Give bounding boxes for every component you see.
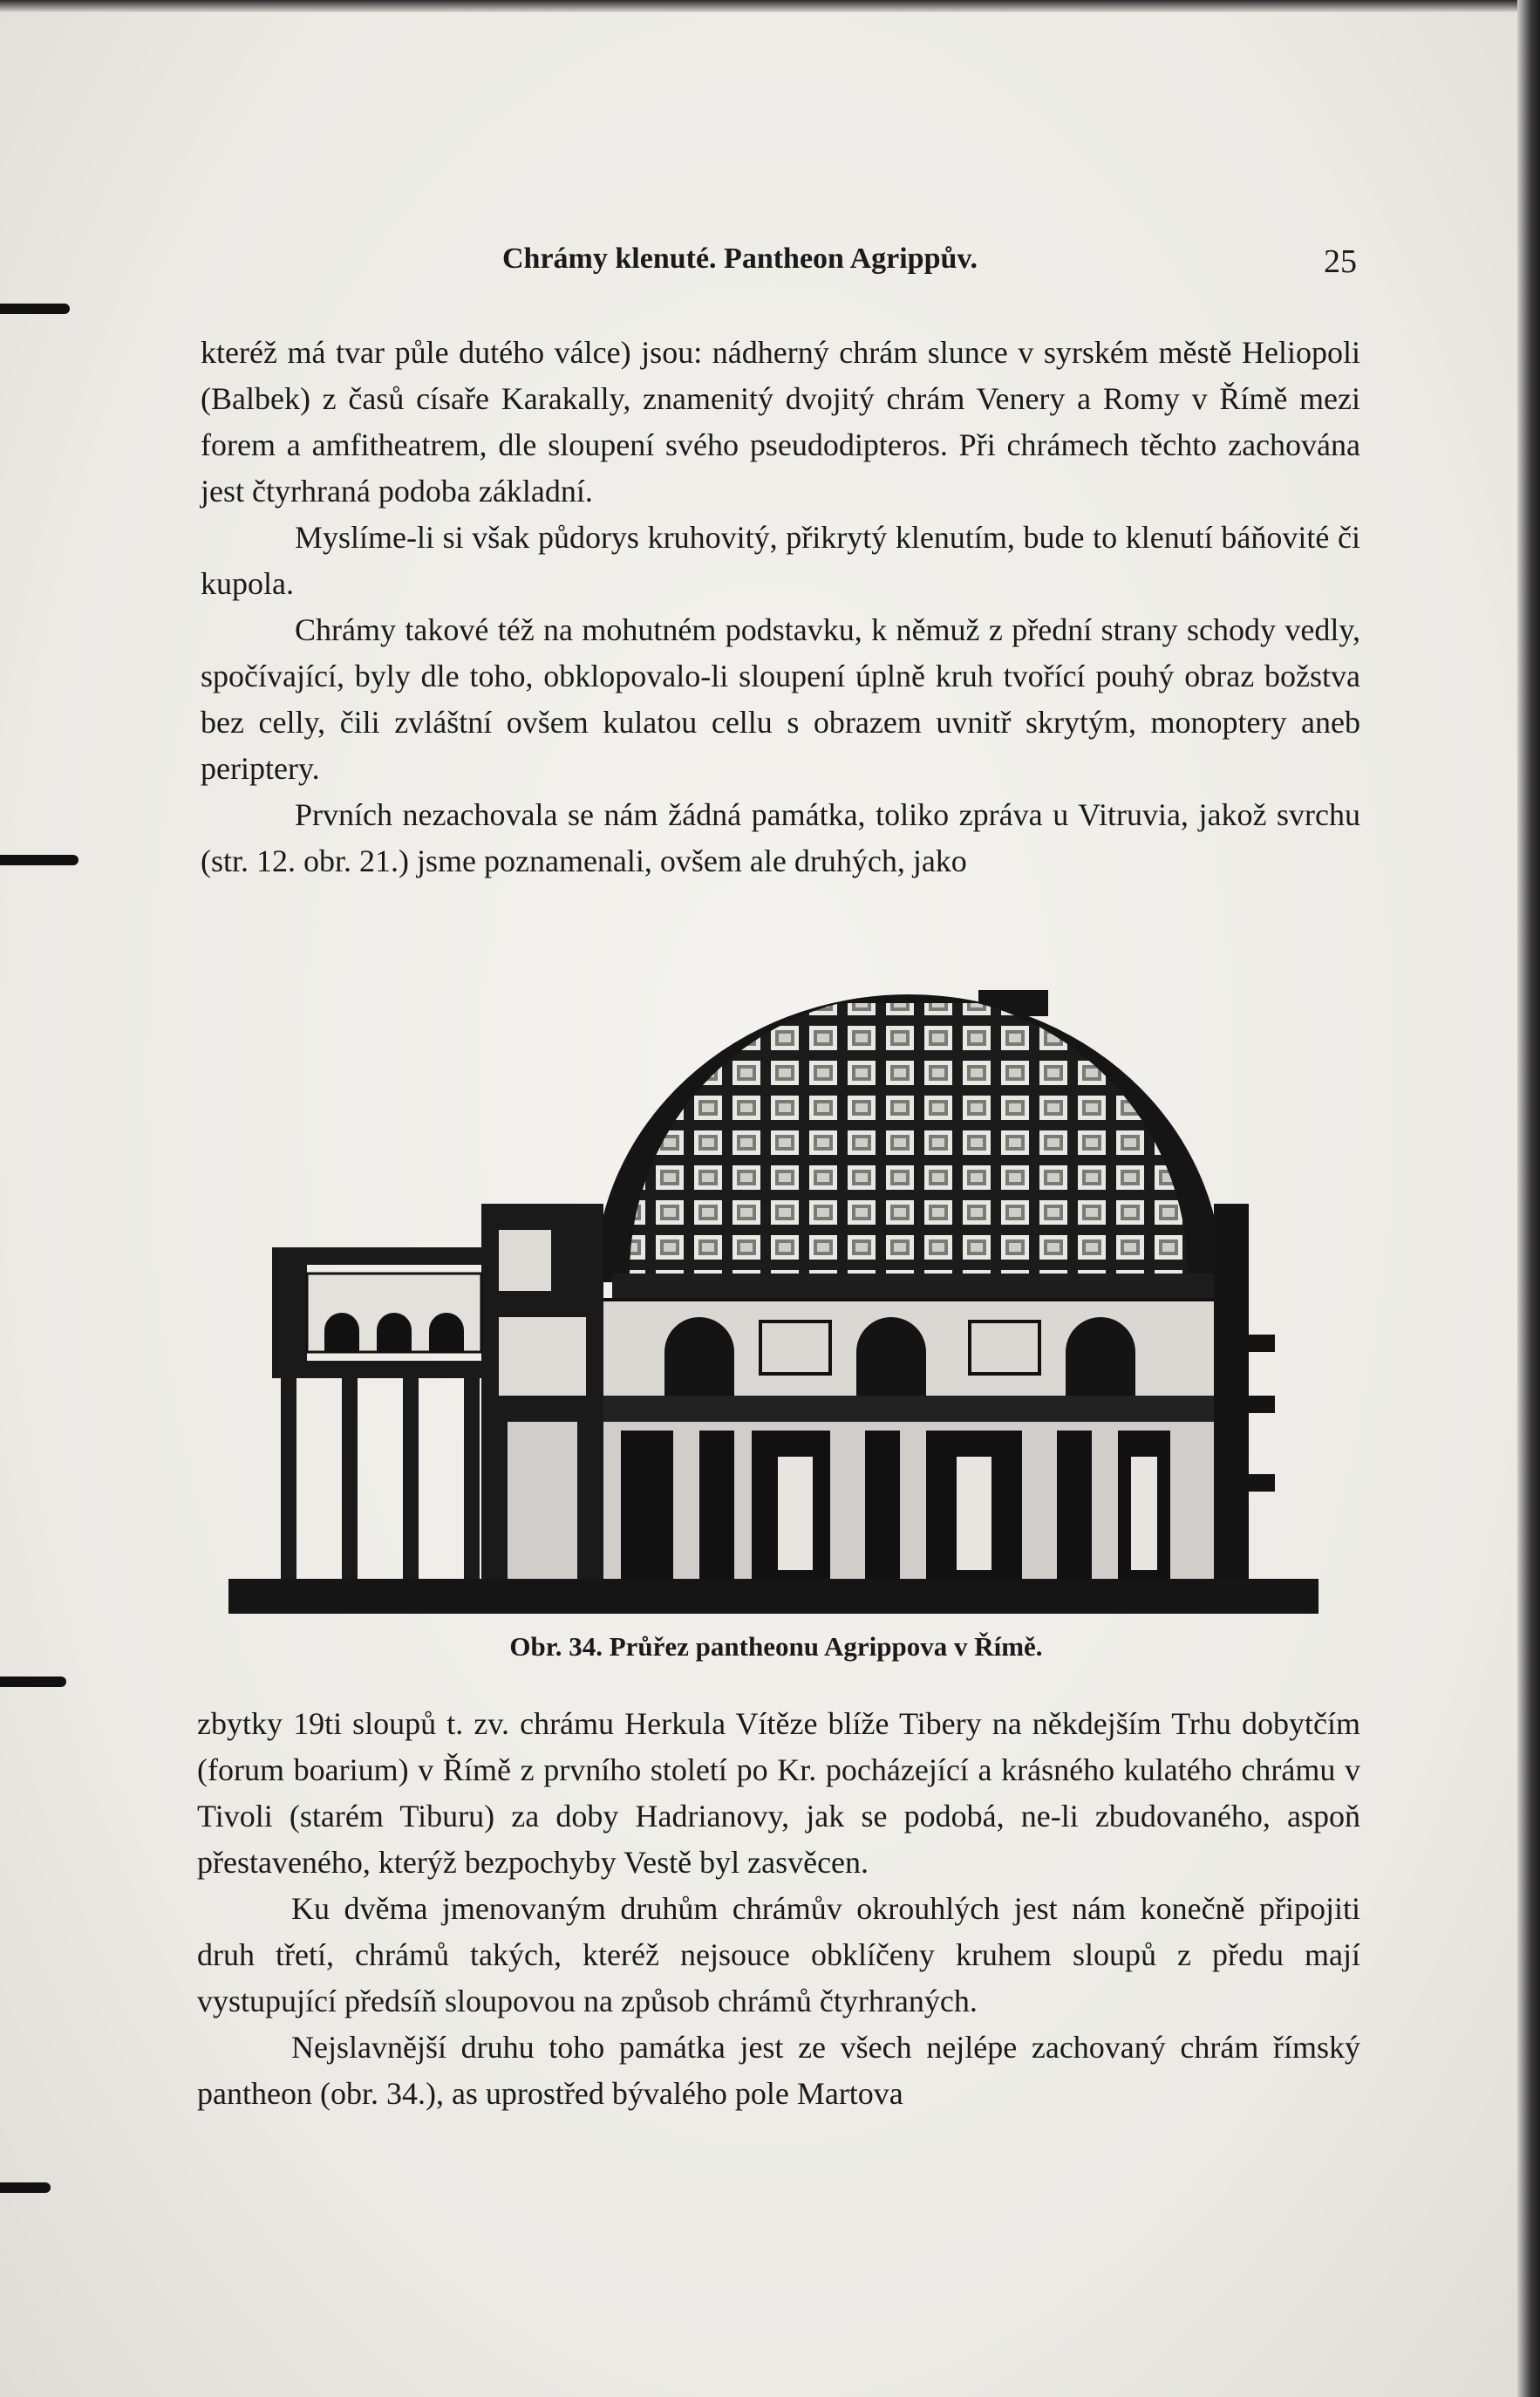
scan-top-edge	[0, 0, 1540, 12]
paragraph: Nejslavnější druhu toho památka jest ze všech nejlépe zachovaný chrám římský pantheon (obr. 34.), as uprostřed bývalého pole Martova	[197, 2030, 1360, 2111]
paragraph: Myslíme-li si však půdorys kruhovitý, přikrytý klenutím, bude to klenutí báňovité či kupola.	[201, 520, 1360, 601]
binding-mark	[0, 1677, 66, 1687]
paragraph: Ku dvěma jmenovaným druhům chrámův okrouhlých jest nám konečně připojiti druh třetí, chrámů takých, kteréž nejsouce obklíčeny kruhem sloupů z předu mají vystupující předsíň sloupovou na způsob chrámů čtyrhraných.	[197, 1891, 1360, 2018]
binding-mark	[0, 304, 70, 314]
paragraph: Chrámy takové též na mohutném podstavku, k němuž z přední strany schody vedly, spočívající, byly dle toho, obklopovalo-li sloupení úplně kruh tvořící pouhý obraz božstva bez celly, čili zvláštní ovšem kulatou cellu s obrazem uvnitř skrytým, monoptery aneb periptery.	[201, 612, 1360, 786]
page-number: 25	[1324, 243, 1357, 280]
body-text-top	[201, 330, 1360, 884]
binding-mark	[0, 2182, 51, 2193]
paragraph: kteréž má tvar půle dutého válce) jsou: nádherný chrám slunce v syrském městě Heliopoli (Balbek) z časů císaře Karakally, znamenitý dvojitý chrám Venery a Romy v Římě mezi forem a amfitheatrem, dle sloupení svého pseudodipteros. Při chrámech těchto zachována jest čtyrhraná podoba základní.	[201, 335, 1360, 509]
figure-caption: Obr. 34. Průřez pantheonu Agrippova v Římě.	[509, 1631, 1043, 1662]
pantheon-section-illustration	[228, 986, 1319, 1614]
paragraph: zbytky 19ti sloupů t. zv. chrámu Herkula Vítěze blíže Tibery na někdejším Trhu dobytčím (forum boarium) v Římě z prvního století po Kr. pocházející a krásného kulatého chrámu v Tivoli (starém Tiburu) za doby Hadrianovy, jak se podobá, ne-li zbudovaného, aspoň přestaveného, kterýž bezpochyby Vestě byl zasvěcen.	[197, 1706, 1360, 1880]
scan-right-edge	[1517, 0, 1540, 2397]
body-text-bottom	[197, 1701, 1360, 2117]
binding-mark	[0, 855, 78, 865]
paragraph: Prvních nezachovala se nám žádná památka, toliko zpráva u Vitruvia, jakož svrchu (str. 12. obr. 21.) jsme poznamenali, ovšem ale druhých, jako	[201, 797, 1360, 878]
running-header	[502, 242, 1357, 286]
running-title: Chrámy klenuté. Pantheon Agrippův.	[502, 242, 978, 275]
